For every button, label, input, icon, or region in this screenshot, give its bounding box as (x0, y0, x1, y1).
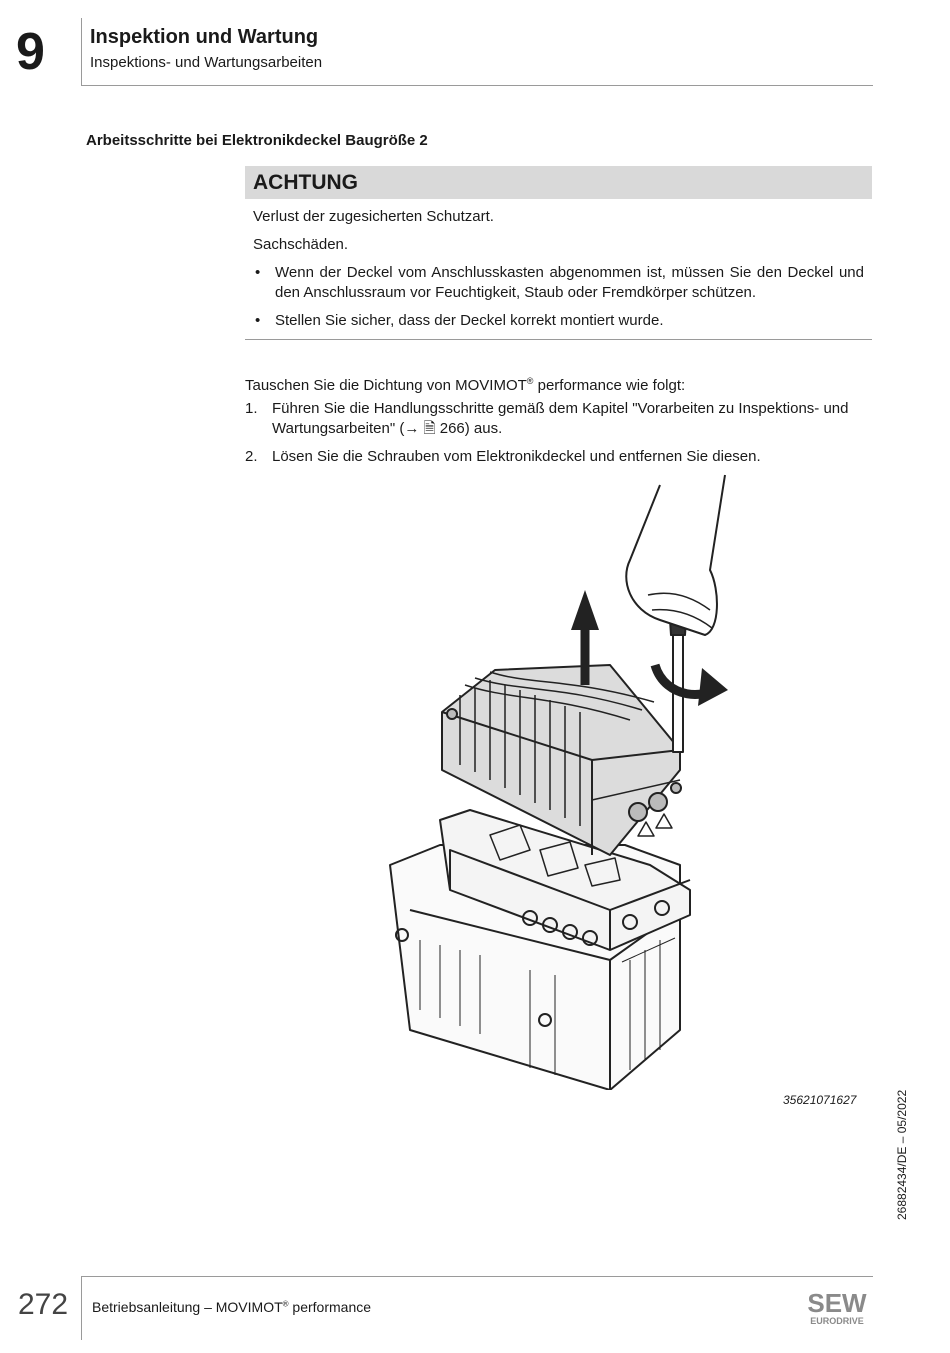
warning-bullet (253, 263, 864, 303)
document-code (878, 1075, 918, 1220)
section-heading: Arbeitsschritte bei Elektronikdeckel Baugröße 2 (86, 132, 428, 149)
warning-notice (245, 166, 872, 340)
footer-title (92, 1299, 371, 1315)
intro-text: Tauschen Sie die Dichtung von MOVIMOT (245, 377, 527, 394)
figure-id: 35621071627 (783, 1093, 857, 1107)
header-divider-vertical (81, 18, 82, 86)
warning-bullet-text: Stellen Sie sicher, dass der Deckel korrekt montiert wurde. (275, 312, 664, 329)
footer-text-end: performance (288, 1299, 372, 1315)
step-number: 2. (245, 448, 258, 465)
document-code-text: 26882434/DE – 05/2022 (895, 1089, 909, 1220)
warning-bullet (253, 311, 864, 331)
logo-subtext: EURODRIVE (810, 1316, 864, 1326)
warning-line: Sachschäden. (253, 236, 349, 253)
bullet-icon: • (255, 312, 261, 329)
warning-line: Verlust der zugesicherten Schutzart. (253, 208, 494, 225)
chapter-title: Inspektion und Wartung (90, 26, 319, 48)
warning-body (245, 199, 872, 331)
bullet-icon: • (255, 264, 261, 281)
step-number: 1. (245, 400, 258, 417)
step-text: Lösen Sie die Schrauben vom Elektronikdeckel und entfernen Sie diesen. (272, 448, 761, 465)
warning-bullet-text: Wenn der Deckel vom Anschlusskasten abgenommen ist, müssen Sie den Deckel und den Anschlussraum vor Feuchtigkeit, Staub oder Fremdkörper schützen. (275, 264, 864, 301)
sew-eurodrive-logo (798, 1288, 876, 1328)
instructions-intro (245, 371, 685, 396)
footer-divider (81, 1276, 873, 1277)
registered-mark: ® (526, 376, 534, 386)
registered-mark: ® (282, 1299, 289, 1309)
warning-bottom-rule (245, 339, 872, 340)
step-item (245, 447, 872, 467)
intro-text-end: performance wie folgt: (533, 377, 686, 394)
warning-title: ACHTUNG (245, 166, 872, 199)
footer-text: Betriebsanleitung – MOVIMOT (92, 1299, 283, 1315)
chapter-subtitle: Inspektions- und Wartungsarbeiten (90, 54, 323, 71)
step-item (245, 399, 872, 439)
step-list (245, 399, 872, 475)
chapter-number: 9 (16, 23, 45, 81)
footer-divider-vertical (81, 1276, 82, 1340)
device-illustration (380, 470, 740, 1090)
header-divider (81, 85, 873, 86)
page-number: 272 (18, 1288, 69, 1321)
step-text: Führen Sie die Handlungsschritte gemäß dem Kapitel "Vorarbeiten zu Inspektions- und Wartungsarbeiten" (→ 🗎 266) aus. (272, 400, 849, 437)
logo-text: SEW (807, 1288, 867, 1318)
